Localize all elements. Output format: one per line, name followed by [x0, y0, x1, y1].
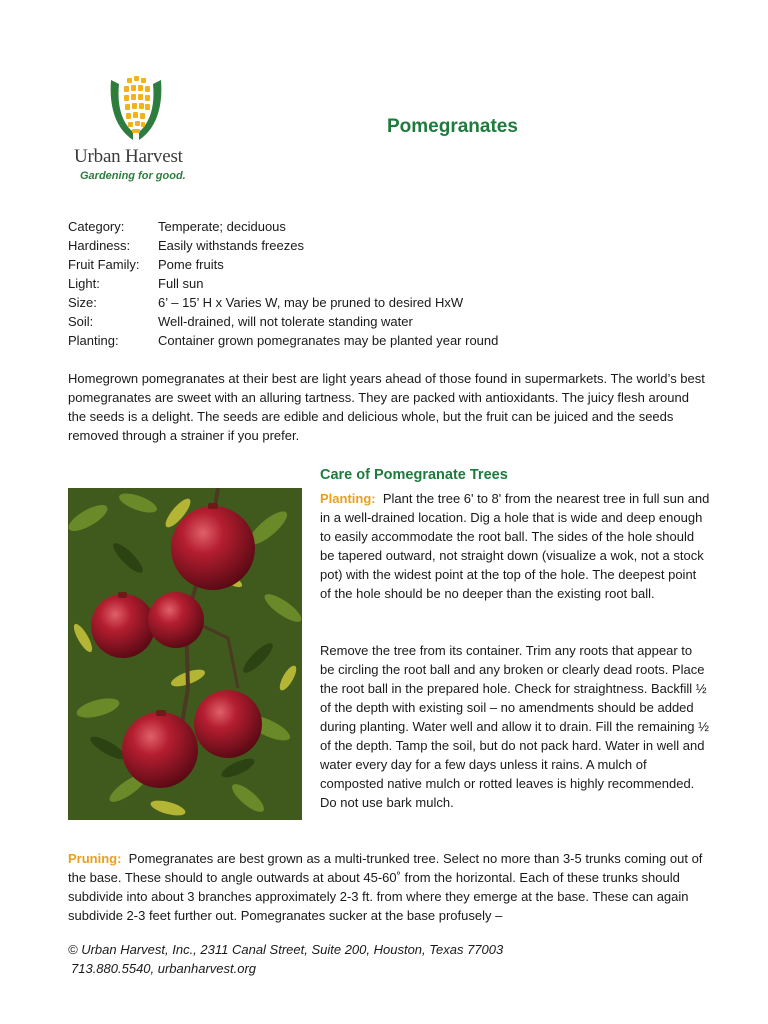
fact-row	[68, 217, 498, 236]
pruning-text: Pomegranates are best grown as a multi-trunked tree. Select no more than 3-5 trunks coming out of the base. These should to angle outwards at about 45-60˚ from the horizontal. Each of these trunks should subdivide into about 3 branches approximately 2-3 ft. from where they emerge at the base. These can again subdivide 2-3 feet further out. Pomegranates sucker at the base profusely –	[68, 851, 703, 923]
planting-paragraph-2: Remove the tree from its container. Trim any roots that appear to be circling the root ball and any broken or clearly dead roots. Place the root ball in the prepared hole. Check for straightness. Backfill ½ of the depth with existing soil – no amendments should be added during planting. Water well and allow it to drain. Fill the remaining ½ of the depth. Tamp the soil, but do not pack hard. Water in well and water every day for a few days unless it rains. A mulch of composted native mulch or rotted leaves is highly recommended. Do not use bark mulch.	[320, 643, 709, 810]
fact-table	[68, 217, 498, 350]
footer	[68, 940, 503, 978]
footer-address: © Urban Harvest, Inc., 2311 Canal Street, Suite 200, Houston, Texas 77003	[68, 942, 504, 957]
fact-row	[68, 293, 498, 312]
logo-tagline: Gardening for good.	[80, 170, 186, 182]
fact-label: Planting:	[68, 333, 119, 348]
pruning-paragraph	[68, 849, 708, 925]
page-title: Pomegranates	[387, 116, 518, 137]
fact-row	[68, 255, 498, 274]
fact-value: 6’ – 15’ H x Varies W, may be pruned to desired HxW	[158, 295, 464, 310]
footer-contact: 713.880.5540, urbanharvest.org	[71, 961, 257, 976]
fact-value: Temperate; deciduous	[158, 219, 286, 234]
urban-harvest-logo	[74, 76, 198, 182]
fact-value: Well-drained, will not tolerate standing water	[158, 314, 413, 329]
fact-value: Full sun	[158, 276, 204, 291]
fact-label: Category:	[68, 219, 125, 234]
fact-row	[68, 331, 498, 350]
planting-label: Planting:	[320, 491, 376, 506]
intro-paragraph: Homegrown pomegranates at their best are light years ahead of those found in supermarkets. The world’s best pomegranates are sweet with an alluring tartness. They are packed with antioxidants. The juicy flesh around the seeds is a delight. The seeds are edible and delicious whole, but the fruit can be juiced and the seeds removed through a strainer if you prefer.	[68, 371, 705, 443]
corn-icon	[107, 76, 165, 142]
fact-label: Light:	[68, 276, 100, 291]
fact-label: Size:	[68, 295, 97, 310]
fact-value: Pome fruits	[158, 257, 224, 272]
care-heading: Care of Pomegranate Trees	[320, 467, 508, 483]
fact-label: Hardiness:	[68, 238, 131, 253]
planting-text: Plant the tree 6' to 8' from the nearest tree in full sun and in a well-drained location. Dig a hole that is wide and deep enough to easily accommodate the root ball. The sides of the hole should be tapered outward, not straight down (visualize a wok, not a stock pot) with the widest point at the top of the hole. The deepest point of the hole should be no deeper than the existing root ball.	[320, 491, 710, 601]
planting-paragraph	[320, 489, 710, 603]
fact-label: Soil:	[68, 314, 94, 329]
fact-label: Fruit Family:	[68, 257, 140, 272]
pomegranate-photo	[68, 488, 302, 820]
fact-row	[68, 236, 498, 255]
pruning-label: Pruning:	[68, 851, 122, 866]
fact-value: Container grown pomegranates may be planted year round	[158, 333, 499, 348]
logo-brand-name: Urban Harvest	[74, 146, 183, 167]
fact-row	[68, 274, 498, 293]
fact-row	[68, 312, 498, 331]
fact-value: Easily withstands freezes	[158, 238, 304, 253]
